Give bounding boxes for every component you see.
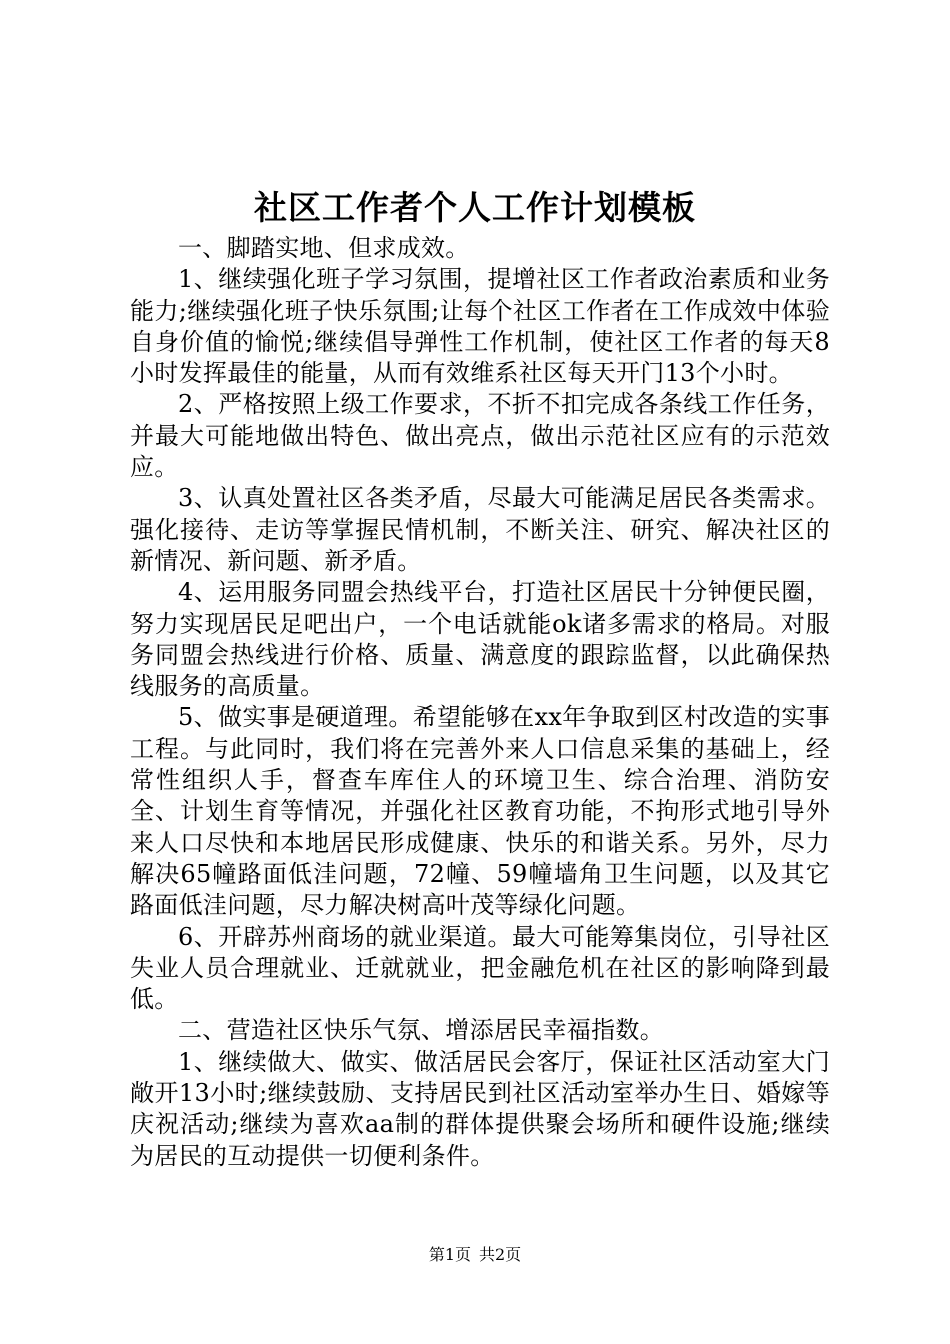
document-body (130, 233, 830, 1172)
paragraph-1-6: 6、开辟苏州商场的就业渠道。最大可能筹集岗位，引导社区失业人员合理就业、迁就就业，把金融危机在社区的影响降到最低。 (130, 922, 830, 1014)
paragraph-1-2: 2、严格按照上级工作要求，不折不扣完成各条线工作任务，并最大可能地做出特色、做出亮点，做出示范社区应有的示范效应。 (130, 390, 830, 482)
paragraph-1-4: 4、运用服务同盟会热线平台，打造社区居民十分钟便民圈，努力实现居民足吧出户，一个电话就能ok诸多需求的格局。对服务同盟会热线进行价格、质量、满意度的跟踪监督，以此确保热线服务的高质量。 (130, 578, 830, 701)
document-title: 社区工作者个人工作计划模板 (254, 188, 696, 227)
paragraph-1-3: 3、认真处置社区各类矛盾，尽最大可能满足居民各类需求。强化接待、走访等掌握民情机制，不断关注、研究、解决社区的新情况、新问题、新矛盾。 (130, 484, 830, 575)
page-footer (0, 1243, 950, 1267)
section-heading-2: 二、营造社区快乐气氛、增添居民幸福指数。 (178, 1016, 664, 1045)
paragraph-1-5: 5、做实事是硬道理。希望能够在xx年争取到区村改造的实事工程。与此同时，我们将在完善外来人口信息采集的基础上，经常性组织人手，督查车库住人的环境卫生、综合治理、消防安全、计划生育等情况，并强化社区教育功能，不拘形式地引导外来人口尽快和本地居民形成健康、快乐的和谐关系。另外，尽力解决65幢路面低洼问题，72幢、59幢墙角卫生问题，以及其它路面低洼问题，尽力解决树高叶茂等绿化问题。 (130, 703, 830, 920)
section-heading-1: 一、脚踏实地、但求成效。 (178, 234, 470, 262)
paragraph-1-1: 1、继续强化班子学习氛围，提增社区工作者政治素质和业务能力;继续强化班子快乐氛围;让每个社区工作者在工作成效中体验自身价值的愉悦;继续倡导弹性工作机制，使社区工作者的每天8小时发挥最佳的能量，从而有效维系社区每天开门13个小时。 (130, 265, 830, 388)
paragraph-2-1: 1、继续做大、做实、做活居民会客厅，保证社区活动室大门敞开13小时;继续鼓励、支持居民到社区活动室举办生日、婚嫁等庆祝活动;继续为喜欢aa制的群体提供聚会场所和硬件设施;继续为居民的互动提供一切便利条件。 (130, 1047, 830, 1170)
page-total: 共2页 (479, 1245, 522, 1264)
page-number: 第1页 (428, 1245, 471, 1264)
